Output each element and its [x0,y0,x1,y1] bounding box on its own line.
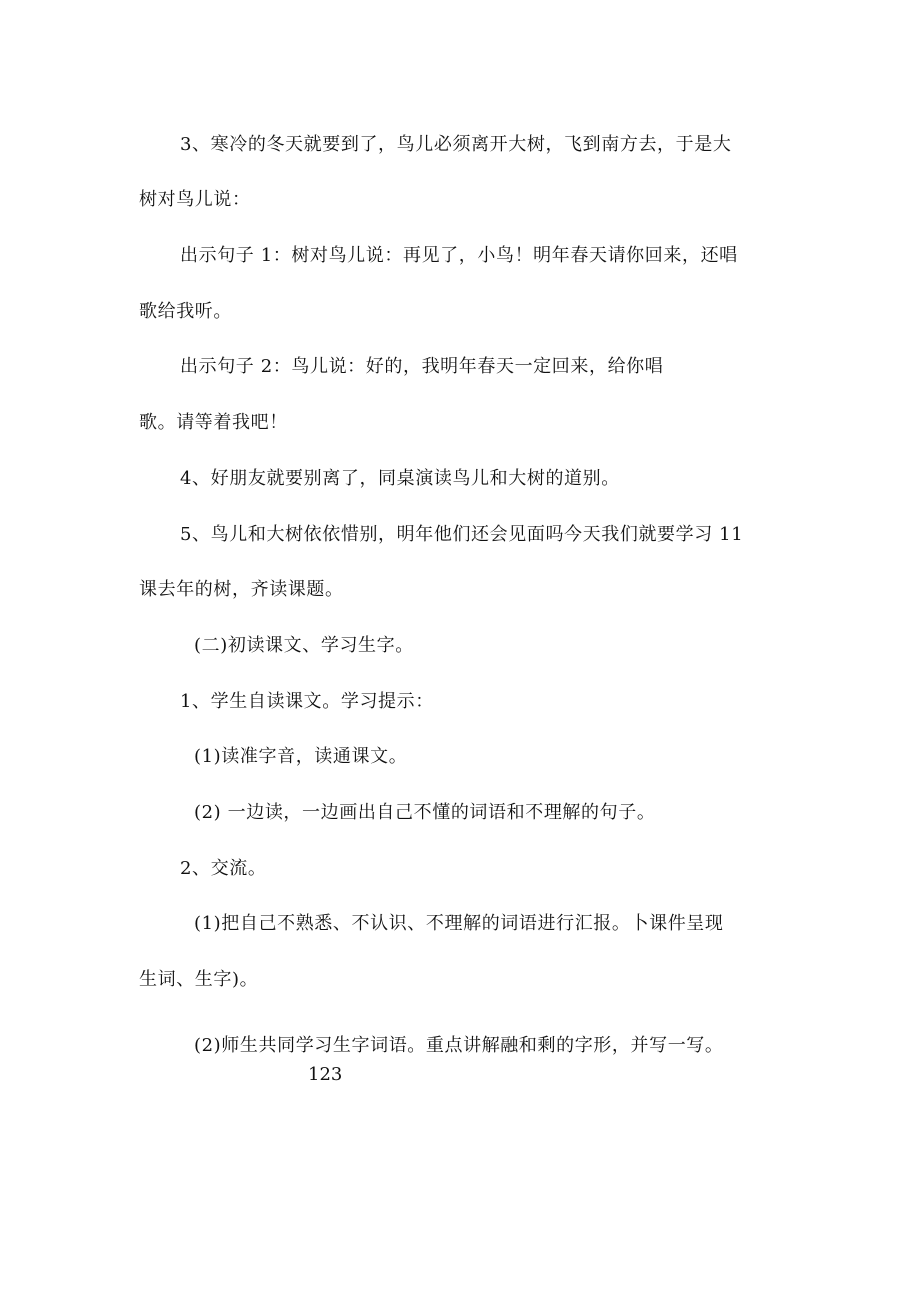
paragraph-line-17: (2)师生共同学习生字词语。重点讲解融和剩的字形，并写一写。 [194,1035,724,1056]
paragraph-line-5: 出示句子 2：鸟儿说：好的，我明年春天一定回来，给你唱 [180,356,664,377]
paragraph-line-12: (1)读准字音，读通课文。 [194,746,408,767]
paragraph-line-15: (1)把自己不熟悉、不认识、不理解的词语进行汇报。卜课件呈现 [194,913,724,934]
paragraph-line-8: 5、鸟儿和大树依依惜别，明年他们还会见面吗今天我们就要学习 11 [180,524,744,545]
paragraph-line-9: 课去年的树，齐读课题。 [139,579,344,600]
paragraph-line-3: 出示句子 1：树对鸟儿说：再见了，小鸟！明年春天请你回来，还唱 [180,245,738,266]
paragraph-line-14: 2、交流。 [180,858,267,879]
paragraph-line-16: 生词、生字)。 [139,969,259,990]
page-number: 123 [308,1064,343,1085]
paragraph-line-6: 歌。请等着我吧！ [139,412,288,433]
paragraph-line-2: 树对鸟儿说： [139,189,251,210]
paragraph-line-13: (2) 一边读，一边画出自己不懂的词语和不理解的句子。 [194,802,656,823]
paragraph-line-1: 3、寒冷的冬天就要到了，鸟儿必须离开大树，飞到南方去，于是大 [180,134,732,155]
section-heading: (二)初读课文、学习生字。 [194,635,414,656]
paragraph-line-11: 1、学生自读课文。学习提示： [180,691,434,712]
paragraph-line-4: 歌给我听。 [139,301,232,322]
paragraph-line-7: 4、好朋友就要别离了，同桌演读鸟儿和大树的道别。 [180,468,620,489]
